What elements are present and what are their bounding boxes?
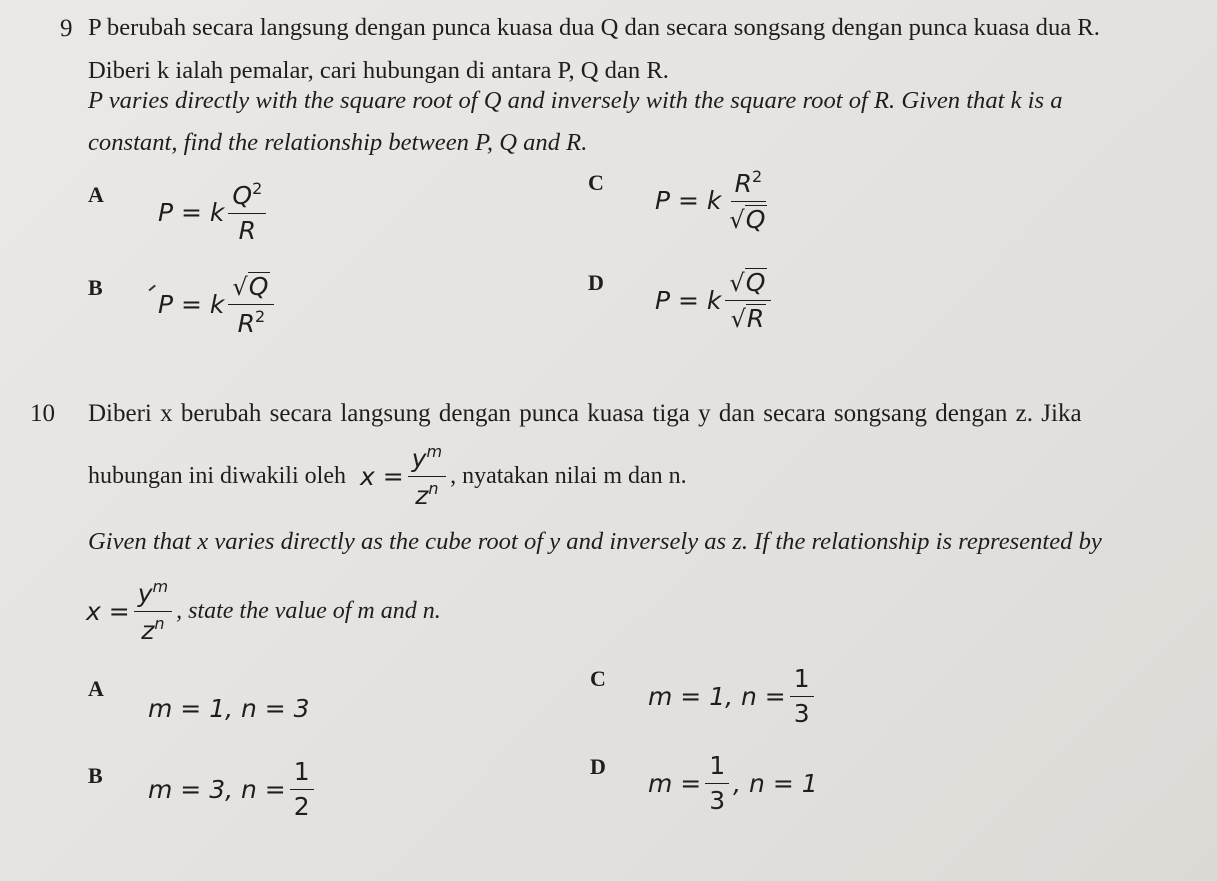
q9-option-a-denominator: R — [238, 215, 257, 245]
q10-formula-lhs: x = — [359, 461, 404, 491]
q9-option-a-numerator: Q — [232, 181, 253, 210]
q10-formula-english — [86, 578, 176, 644]
q10-formula-numerator-exponent: m — [426, 442, 443, 461]
q9-option-d-lhs: P = k — [655, 285, 722, 315]
square-root-icon: √ — [730, 304, 746, 333]
question-10-english-line-2-end: , state the value of m and n. — [176, 598, 441, 624]
question-10-malay-line-2 — [88, 443, 687, 509]
q10-option-c-formula[interactable] — [648, 665, 818, 727]
q9-option-c-formula[interactable] — [655, 168, 775, 233]
q10-formula-english-denominator: z — [141, 615, 155, 645]
q9-option-c-denominator: Q — [745, 204, 766, 234]
q10-option-a-letter: A — [88, 676, 104, 701]
question-10-malay-line-2-end: , nyatakan nilai m dan n. — [450, 463, 687, 489]
question-9-english-line-1: P varies directly with the square root of Q and inversely with the square root of R. Given that k is a — [88, 87, 1063, 114]
question-9-number: 9 — [60, 15, 73, 42]
q9-option-d-numerator: Q — [745, 268, 766, 297]
q10-formula-numerator: y — [411, 444, 427, 473]
question-10-english-line-2 — [86, 578, 441, 644]
q9-option-a-numerator-exponent: 2 — [252, 179, 263, 198]
question-9-malay-line-1: P berubah secara langsung dengan punca kuasa dua Q dan secara songsang dengan punca kuasa dua R. — [88, 14, 1100, 41]
q10-formula-denominator: z — [415, 480, 429, 510]
q9-option-a-fraction — [228, 180, 266, 244]
q10-formula-denominator-exponent: n — [428, 478, 439, 498]
q10-option-d-letter: D — [590, 754, 606, 779]
q9-option-b-denominator: R — [237, 308, 255, 338]
q10-formula-english-lhs: x = — [86, 596, 130, 626]
square-root-icon: √ — [729, 269, 745, 297]
q10-formula — [360, 443, 450, 509]
q10-option-d-text: m = — [648, 768, 702, 798]
q9-option-a-formula[interactable] — [158, 180, 270, 244]
q10-option-b-denominator: 2 — [293, 791, 310, 821]
pencil-mark — [148, 285, 155, 291]
q10-option-d-after: , n = 1 — [733, 768, 818, 798]
q9-option-b-formula[interactable] — [158, 272, 278, 337]
q10-option-b-letter: B — [88, 763, 103, 788]
q9-option-a-lhs: P = k — [158, 197, 225, 227]
q10-option-c-denominator: 3 — [793, 698, 810, 728]
square-root-icon: √ — [232, 273, 248, 301]
q9-option-a-letter: A — [88, 182, 104, 207]
q9-option-b-lhs: P = k — [158, 290, 225, 319]
question-10-malay-line-1: Diberi x berubah secara langsung dengan punca kuasa tiga y dan secara songsang dengan z. Jika — [88, 400, 1082, 427]
q10-formula-english-denominator-exponent: n — [154, 613, 165, 633]
q10-option-a-formula[interactable]: m = 1, n = 3 — [148, 694, 310, 723]
question-9-english-line-2: constant, find the relationship between P, Q and R. — [88, 129, 588, 156]
q10-option-d-denominator: 3 — [709, 785, 726, 815]
q10-formula-english-numerator-exponent: m — [152, 577, 169, 596]
q9-option-d-formula[interactable] — [655, 268, 775, 332]
q9-option-c-numerator: R — [734, 169, 752, 198]
q9-option-c-numerator-exponent: 2 — [751, 167, 763, 186]
q10-option-d-formula[interactable] — [648, 752, 818, 814]
q9-option-c-letter: C — [588, 170, 604, 195]
q10-formula-english-numerator: y — [137, 579, 153, 608]
question-10-number: 10 — [30, 400, 55, 427]
q9-option-b-fraction — [228, 272, 274, 337]
q10-option-b-numerator: 1 — [290, 758, 314, 790]
q9-option-b-denominator-exponent: 2 — [254, 306, 266, 326]
q10-option-d-numerator: 1 — [705, 752, 729, 784]
q10-option-b-formula[interactable] — [148, 758, 318, 820]
q9-option-d-letter: D — [588, 270, 604, 295]
q10-option-b-text: m = 3, n = — [148, 774, 286, 804]
q10-option-c-letter: C — [590, 666, 606, 691]
question-10-english-line-1: Given that x varies directly as the cube root of y and inversely as z. If the relationship is represented by — [88, 528, 1102, 555]
question-9-malay-line-2: Diberi k ialah pemalar, cari hubungan di antara P, Q dan R. — [88, 57, 669, 84]
q9-option-c-fraction — [725, 168, 771, 233]
q9-option-d-denominator: R — [746, 303, 765, 333]
square-root-icon: √ — [729, 205, 745, 234]
q9-option-b-letter: B — [88, 275, 103, 300]
q9-option-c-lhs: P = k — [655, 186, 722, 215]
question-10-malay-line-2-text: hubungan ini diwakili oleh — [88, 463, 346, 489]
q10-option-c-numerator: 1 — [790, 665, 814, 697]
q9-option-b-numerator: Q — [248, 272, 269, 301]
q9-option-d-fraction — [725, 268, 771, 332]
q10-option-c-text: m = 1, n = — [648, 681, 786, 711]
